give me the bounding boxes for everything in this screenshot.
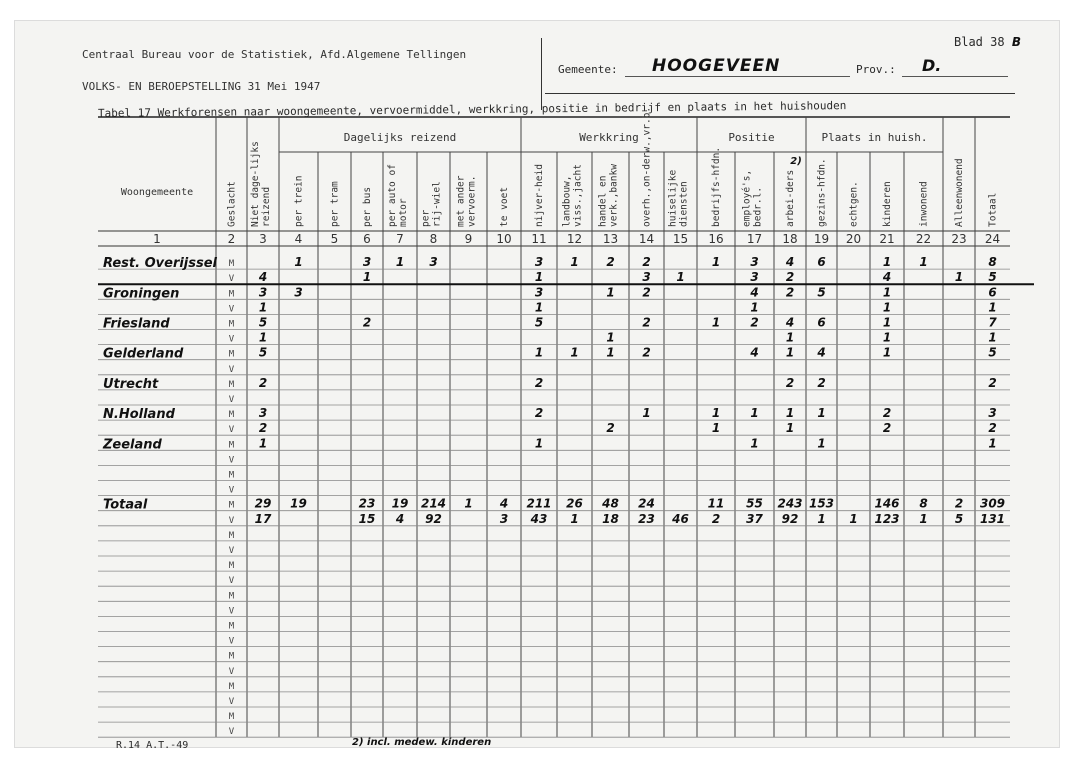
cell-value: 1 (988, 300, 997, 315)
cell-value: 1 (711, 421, 721, 436)
cell-value: 1 (882, 300, 892, 315)
column-number-24: 24 (984, 232, 1001, 246)
cell-value: 17 (254, 511, 272, 526)
cell-value: 1 (954, 270, 964, 285)
cell-value: 243 (777, 496, 803, 511)
column-header-8 (421, 181, 443, 227)
row-label-woongemeente: N.Holland (103, 407, 175, 423)
group-header-positie: Positie (728, 131, 775, 144)
cell-value: 1 (919, 511, 928, 526)
cell-value: 55 (746, 496, 763, 511)
cell-value: 1 (534, 345, 544, 360)
column-header-line: per auto of (387, 164, 398, 227)
column-number-18: 18 (782, 232, 798, 246)
cell-value: 46 (672, 511, 689, 526)
cell-value: 1 (817, 406, 826, 421)
column-header-line: echtgen. (848, 181, 860, 227)
group-header-plaats: Plaats in huish. (821, 131, 928, 144)
cell-value: 2 (988, 421, 997, 436)
column-header-line: arbei-ders (785, 169, 796, 227)
cell-value: 4 (395, 511, 405, 526)
cell-value: 4 (750, 285, 759, 300)
cell-value: 1 (534, 300, 544, 315)
column-header-line: per tram (329, 181, 341, 227)
cell-value: 5 (988, 345, 997, 360)
form-code: R.14 A.T.-49 (116, 740, 189, 751)
group-header-werkkring: Werkkring (579, 131, 639, 144)
row-label-woongemeente: Groningen (103, 286, 180, 302)
cell-value: 1 (750, 300, 759, 315)
cell-value: 1 (882, 285, 892, 300)
cell-value: 5 (258, 345, 268, 360)
cell-value: 6 (817, 255, 826, 270)
cell-value: 1 (882, 345, 892, 360)
cell-value: 2 (642, 345, 651, 360)
cell-value: 2 (785, 270, 795, 285)
cell-value: 3 (988, 406, 997, 421)
cell-value: 1 (606, 330, 615, 345)
column-header-line: Niet dage-lijks (250, 141, 261, 227)
cell-value: 19 (290, 496, 307, 511)
cell-value: 7 (988, 315, 997, 330)
cell-value: 1 (711, 315, 721, 330)
sex-code: V (228, 546, 235, 556)
column-header-4 (294, 176, 305, 227)
cell-value: 2 (817, 375, 826, 390)
sex-code: V (228, 485, 235, 496)
column-header-line: huiselijke (667, 169, 679, 227)
row-label-woongemeente: Rest. Overijssel (103, 256, 218, 272)
census-title: VOLKS- EN BEROEPSTELLING 31 Mei 1947 (82, 80, 321, 93)
cell-value: 3 (429, 255, 438, 270)
column-header-line: handel en (597, 175, 609, 227)
column-header-line: per (420, 209, 432, 227)
sex-code: M (228, 681, 235, 692)
sex-code: V (228, 304, 235, 315)
column-header-line: Totaal (987, 192, 999, 227)
cell-value: 15 (358, 511, 376, 526)
cell-value: 2 (882, 406, 892, 421)
column-header-11 (534, 164, 545, 227)
sex-code: V (228, 636, 235, 647)
cell-value: 1 (258, 436, 268, 451)
cell-value: 1 (606, 345, 615, 360)
row-label-woongemeente: Friesland (103, 316, 170, 332)
column-header-line: inwonend (918, 181, 930, 227)
column-number-19: 19 (813, 232, 830, 246)
column-header-line: te voet (499, 186, 510, 227)
province-label: Prov.: (856, 63, 896, 76)
column-header-24 (988, 193, 999, 227)
cell-value: 1 (534, 436, 544, 451)
cell-value: 2 (642, 255, 651, 270)
sex-code: M (228, 651, 235, 662)
cell-value: 3 (534, 255, 544, 270)
column-header-line: bedrijfs-hfdn. (711, 146, 722, 227)
column-header-line: nijver-heid (534, 164, 545, 227)
column-number-1: 1 (153, 232, 161, 246)
column-header-line: Geslacht (226, 181, 238, 227)
column-header-line: employé's, (741, 169, 753, 227)
column-header-line: gezins-hfdn. (816, 158, 828, 227)
column-header-line: motor (398, 198, 409, 227)
cell-value: 1 (849, 511, 858, 526)
cell-value: 4 (499, 496, 509, 511)
row-label-woongemeente: Gelderland (103, 346, 184, 362)
column-header-line: per trein (293, 175, 305, 227)
sex-code: V (228, 274, 235, 285)
cell-value: 11 (707, 496, 725, 511)
cell-value: 1 (676, 270, 685, 285)
column-header-12 (562, 164, 584, 227)
cell-value: 309 (979, 496, 1006, 511)
column-number-2: 2 (227, 232, 236, 246)
sex-code: V (228, 606, 235, 617)
cell-value: 2 (534, 375, 544, 390)
cell-value: 43 (530, 511, 548, 526)
column-header-line: Alleenwonend (954, 158, 965, 227)
cell-value: 2 (785, 285, 795, 300)
sex-code: V (228, 455, 235, 466)
sex-code: M (228, 470, 235, 481)
column-number-7: 7 (396, 232, 404, 246)
column-header-line: vervoerm. (466, 175, 478, 227)
cell-value: 3 (258, 406, 268, 421)
column-header-17 (742, 170, 764, 227)
column-number-3: 3 (259, 232, 267, 246)
column-number-16: 16 (708, 232, 724, 246)
column-number-17: 17 (746, 232, 763, 246)
cell-value: 1 (362, 270, 372, 285)
sex-code: M (228, 621, 235, 632)
cell-value: 3 (750, 270, 759, 285)
cell-value: 1 (570, 511, 579, 526)
table-title: Tabel 17 Werkforensen naar woongemeente, vervoermiddel, werkkring, positie in bedrijf en plaats in het huishouden (97, 99, 847, 120)
column-header-7 (387, 164, 409, 227)
column-header-woongemeente: Woongemeente (120, 187, 194, 198)
sex-code: M (228, 410, 235, 421)
cell-value: 1 (750, 436, 759, 451)
column-header-line: bedr.l. (752, 186, 764, 227)
column-number-22: 22 (915, 232, 932, 246)
sex-code: M (228, 349, 235, 360)
bureau-name: Centraal Bureau voor de Statistiek, Afd.Algemene Tellingen (82, 48, 467, 61)
cell-value: 5 (817, 285, 826, 300)
cell-value: 5 (258, 315, 268, 330)
cell-value: 1 (606, 285, 615, 300)
cell-value: 2 (606, 421, 615, 436)
cell-value: 1 (882, 330, 892, 345)
cell-value: 1 (785, 406, 795, 421)
cell-value: 3 (642, 270, 651, 285)
cell-value: 4 (882, 270, 892, 285)
sex-code: V (228, 425, 235, 436)
cell-value: 4 (750, 345, 759, 360)
sheet-number-label: Blad 38 (954, 35, 1005, 49)
cell-value: 2 (711, 511, 721, 526)
column-number-11: 11 (531, 232, 547, 246)
cell-value: 8 (988, 255, 997, 270)
cell-value: 1 (817, 436, 826, 451)
cell-value: 1 (464, 496, 473, 511)
cell-value: 1 (882, 315, 892, 330)
sex-code: V (228, 395, 235, 405)
cell-value: 1 (988, 330, 997, 345)
cell-value: 19 (391, 496, 409, 511)
column-header-19 (817, 158, 828, 227)
sex-code: V (228, 334, 235, 345)
column-number-21: 21 (879, 232, 895, 246)
cell-value: 4 (785, 315, 795, 330)
cell-value: 2 (785, 375, 795, 390)
column-header-21 (882, 181, 893, 227)
sex-code: M (228, 500, 235, 511)
cell-value: 1 (882, 255, 892, 270)
column-header-6 (362, 187, 373, 227)
group-header-dagelijks: Dagelijks reizend (343, 131, 457, 144)
cell-value: 4 (817, 345, 826, 360)
cell-value: 5 (954, 511, 964, 526)
sex-code: M (228, 591, 235, 602)
column-header-2 (227, 181, 238, 227)
column-number-14: 14 (638, 232, 655, 246)
cell-value: 131 (979, 511, 1006, 526)
cell-value: 146 (874, 496, 900, 511)
column-header-line: met ander (455, 175, 467, 227)
column-header-line: reizend (261, 186, 272, 227)
cell-value: 1 (817, 511, 826, 526)
column-number-13: 13 (602, 232, 619, 246)
column-header-14 (642, 107, 653, 227)
cell-value: 26 (566, 496, 583, 511)
column-header-22 (919, 181, 930, 227)
cell-value: 24 (638, 496, 655, 511)
column-header-3 (250, 141, 272, 227)
cell-value: 29 (254, 496, 272, 511)
cell-value: 2 (750, 315, 759, 330)
sex-code: M (228, 712, 235, 723)
cell-value: 2 (642, 285, 651, 300)
cell-value: 1 (534, 270, 544, 285)
column-header-5 (330, 181, 341, 227)
column-18-footnote-mark: 2) (790, 156, 802, 167)
cell-value: 2 (362, 315, 372, 330)
column-header-20 (849, 181, 860, 227)
cell-value: 2 (642, 315, 651, 330)
cell-value: 1 (570, 255, 579, 270)
column-number-20: 20 (845, 232, 862, 246)
column-header-15 (668, 170, 690, 227)
column-header-13 (598, 164, 620, 227)
column-header-18 (785, 170, 796, 227)
cell-value: 8 (919, 496, 928, 511)
column-number-9: 9 (464, 232, 473, 246)
cell-value: 92 (781, 511, 799, 526)
cell-value: 1 (785, 421, 795, 436)
cell-value: 1 (258, 300, 268, 315)
cell-value: 2 (606, 255, 615, 270)
column-header-line: rij-wiel (431, 181, 443, 227)
sex-code: V (228, 666, 235, 677)
cell-value: 23 (638, 511, 655, 526)
column-header-line: per bus (362, 186, 373, 227)
cell-value: 6 (988, 285, 997, 300)
cell-value: 1 (258, 330, 268, 345)
cell-value: 211 (526, 496, 552, 511)
cell-value: 1 (750, 406, 759, 421)
cell-value: 37 (746, 511, 763, 526)
cell-value: 1 (988, 436, 997, 451)
cell-value: 1 (570, 345, 579, 360)
cell-value: 1 (711, 406, 721, 421)
cell-value: 5 (988, 270, 997, 285)
cell-value: 3 (258, 285, 268, 300)
sex-code: V (228, 515, 235, 526)
cell-value: 4 (785, 255, 795, 270)
sex-code: M (228, 561, 235, 572)
cell-value: 2 (258, 375, 268, 390)
cell-value: 92 (425, 511, 442, 526)
cell-value: 2 (258, 421, 268, 436)
cell-value: 23 (358, 496, 376, 511)
cell-value: 2 (882, 421, 892, 436)
cell-value: 3 (499, 511, 509, 526)
sex-code: M (228, 289, 235, 300)
column-header-line: verk.,bankw (608, 164, 620, 227)
row-label-woongemeente: Zeeland (103, 437, 162, 453)
gemeente-label: Gemeente: (558, 63, 618, 76)
column-header-9 (456, 175, 478, 227)
column-number-12: 12 (566, 232, 583, 246)
cell-value: 1 (919, 255, 928, 270)
cell-value: 1 (711, 255, 721, 270)
cell-value: 2 (534, 406, 544, 421)
gemeente-value: HOOGEVEEN (652, 56, 781, 76)
sex-code: V (228, 364, 235, 375)
cell-value: 2 (988, 375, 997, 390)
column-header-line: diensten (678, 181, 690, 227)
sex-code: M (228, 259, 235, 270)
column-number-6: 6 (363, 232, 371, 246)
column-number-15: 15 (672, 232, 689, 246)
cell-value: 3 (362, 255, 372, 270)
cell-value: 1 (642, 406, 651, 421)
sheet-number-suffix: B (1011, 35, 1021, 49)
cell-value: 1 (294, 255, 303, 270)
cell-value: 5 (534, 315, 544, 330)
column-header-23 (954, 158, 965, 227)
column-number-5: 5 (330, 232, 339, 246)
cell-value: 3 (534, 285, 544, 300)
column-header-10 (499, 187, 510, 227)
cell-value: 1 (785, 330, 795, 345)
cell-value: 153 (808, 496, 835, 511)
cell-value: 6 (817, 315, 826, 330)
cell-value: 2 (954, 496, 964, 511)
cell-value: 4 (258, 270, 268, 285)
column-number-10: 10 (496, 232, 512, 246)
cell-value: 1 (395, 255, 405, 270)
sex-code: M (228, 530, 235, 541)
column-header-line: landbouw, (561, 175, 573, 227)
row-label-woongemeente: Utrecht (103, 376, 159, 392)
sex-code: V (228, 576, 235, 587)
cell-value: 123 (874, 511, 900, 526)
column-header-line: kinderen (882, 181, 893, 227)
column-header-16 (711, 147, 722, 227)
sex-code: M (228, 440, 235, 451)
cell-value: 214 (420, 496, 447, 511)
row-label-woongemeente: Totaal (103, 497, 148, 513)
sex-code: M (228, 379, 235, 390)
sex-code: M (228, 319, 235, 330)
cell-value: 1 (785, 345, 795, 360)
column-header-line: viss.,jacht (572, 164, 584, 227)
column-number-4: 4 (294, 232, 303, 246)
cell-value: 18 (602, 511, 619, 526)
sex-code: V (228, 727, 235, 738)
sex-code: V (228, 697, 235, 707)
province-value: D. (922, 56, 942, 75)
cell-value: 3 (750, 255, 759, 270)
column-number-23: 23 (951, 232, 967, 246)
cell-value: 48 (602, 496, 619, 511)
cell-value: 3 (294, 285, 303, 300)
column-header-line: overh.,on-derw.,vr.b. (641, 106, 653, 227)
column-number-8: 8 (429, 232, 438, 246)
footnote: 2) incl. medew. kinderen (352, 737, 492, 748)
